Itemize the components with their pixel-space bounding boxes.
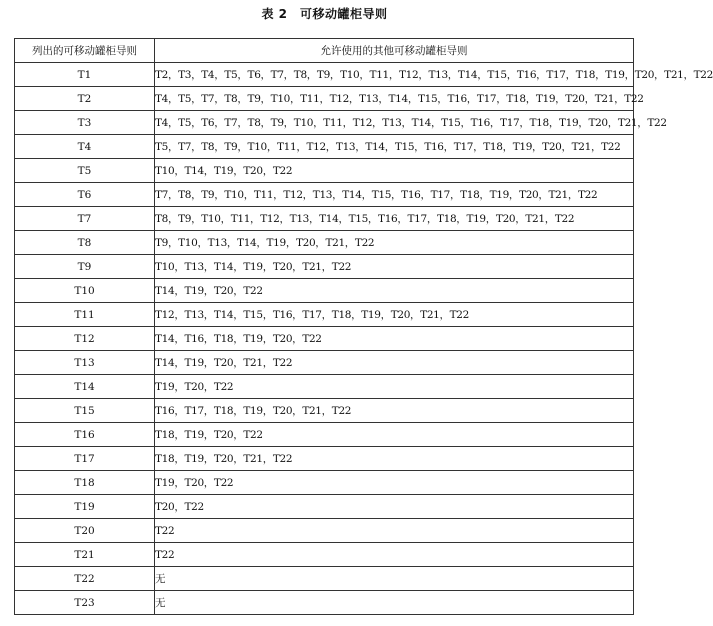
table-body <box>15 63 713 615</box>
table-row <box>15 423 634 447</box>
portable-tank-instructions-table <box>14 38 713 615</box>
table-row <box>15 399 634 423</box>
table-row <box>15 279 634 303</box>
allowed-instructions-cell: T14，T16，T18，T19，T20，T22 <box>155 327 634 351</box>
listed-instruction-cell: T12 <box>15 327 155 351</box>
listed-instruction-cell: T10 <box>15 279 155 303</box>
allowed-instructions-cell: T12，T13，T14，T15，T16，T17，T18，T19，T20，T21，T22 <box>155 303 634 327</box>
listed-instruction-cell: T14 <box>15 375 155 399</box>
listed-instruction-cell: T11 <box>15 303 155 327</box>
column-header-allowed: 允许使用的其他可移动罐柜导则 <box>155 39 634 63</box>
listed-instruction-cell: T21 <box>15 543 155 567</box>
listed-instruction-cell: T15 <box>15 399 155 423</box>
column-header-listed: 列出的可移动罐柜导则 <box>15 39 155 63</box>
listed-instruction-cell: T4 <box>15 135 155 159</box>
table-row <box>15 63 634 87</box>
listed-instruction-cell: T2 <box>15 87 155 111</box>
allowed-instructions-cell: 无 <box>155 567 634 591</box>
table-row <box>15 519 634 543</box>
table-row <box>15 375 634 399</box>
listed-instruction-cell: T17 <box>15 447 155 471</box>
table-row <box>15 231 634 255</box>
allowed-instructions-cell: T18，T19，T20，T21，T22 <box>155 447 634 471</box>
allowed-instructions-cell: 无 <box>155 591 634 615</box>
table-row <box>15 327 634 351</box>
table-row <box>15 591 634 615</box>
listed-instruction-cell: T23 <box>15 591 155 615</box>
table-row <box>15 471 634 495</box>
allowed-instructions-cell: T10，T13，T14，T19，T20，T21，T22 <box>155 255 634 279</box>
allowed-instructions-cell: T20，T22 <box>155 495 634 519</box>
listed-instruction-cell: T20 <box>15 519 155 543</box>
listed-instruction-cell: T3 <box>15 111 155 135</box>
allowed-instructions-cell: T14，T19，T20，T22 <box>155 279 634 303</box>
allowed-instructions-cell: T5，T7，T8，T9，T10，T11，T12，T13，T14，T15，T16，T17，T18，T19，T20，T21，T22 <box>155 135 634 159</box>
table-row <box>15 183 634 207</box>
allowed-instructions-cell: T18，T19，T20，T22 <box>155 423 634 447</box>
listed-instruction-cell: T1 <box>15 63 155 87</box>
allowed-instructions-cell: T4，T5，T6，T7，T8，T9，T10，T11，T12，T13，T14，T15，T16，T17，T18，T19，T20，T21，T22 <box>155 111 634 135</box>
listed-instruction-cell: T18 <box>15 471 155 495</box>
table-row <box>15 543 634 567</box>
listed-instruction-cell: T16 <box>15 423 155 447</box>
allowed-instructions-cell: T16，T17，T18，T19，T20，T21，T22 <box>155 399 634 423</box>
allowed-instructions-cell: T9，T10，T13，T14，T19，T20，T21，T22 <box>155 231 634 255</box>
allowed-instructions-cell: T10，T14，T19，T20，T22 <box>155 159 634 183</box>
listed-instruction-cell: T6 <box>15 183 155 207</box>
table-row <box>15 135 634 159</box>
table-row <box>15 303 634 327</box>
table-header-row <box>15 39 634 63</box>
listed-instruction-cell: T13 <box>15 351 155 375</box>
allowed-instructions-cell: T8，T9，T10，T11，T12，T13，T14，T15，T16，T17，T18，T19，T20，T21，T22 <box>155 207 634 231</box>
table-row <box>15 351 634 375</box>
table-row <box>15 207 634 231</box>
allowed-instructions-cell: T19，T20，T22 <box>155 375 634 399</box>
table-row <box>15 495 634 519</box>
allowed-instructions-cell: T22 <box>155 543 634 567</box>
table-row <box>15 567 634 591</box>
listed-instruction-cell: T7 <box>15 207 155 231</box>
table-row <box>15 447 634 471</box>
allowed-instructions-cell: T14，T19，T20，T21，T22 <box>155 351 634 375</box>
listed-instruction-cell: T9 <box>15 255 155 279</box>
table-row <box>15 255 634 279</box>
listed-instruction-cell: T22 <box>15 567 155 591</box>
allowed-instructions-cell: T19，T20，T22 <box>155 471 634 495</box>
table-row <box>15 87 634 111</box>
listed-instruction-cell: T19 <box>15 495 155 519</box>
listed-instruction-cell: T5 <box>15 159 155 183</box>
table-row <box>15 159 634 183</box>
table-row <box>15 111 634 135</box>
table-caption: 表 2 可移动罐柜导则 <box>261 7 388 21</box>
allowed-instructions-cell: T2，T3，T4，T5，T6，T7，T8，T9，T10，T11，T12，T13，T14，T15，T16，T17，T18，T19，T20，T21，T22 <box>155 63 634 87</box>
allowed-instructions-cell: T7，T8，T9，T10，T11，T12，T13，T14，T15，T16，T17，T18，T19，T20，T21，T22 <box>155 183 634 207</box>
allowed-instructions-cell: T4，T5，T7，T8，T9，T10，T11，T12，T13，T14，T15，T16，T17，T18，T19，T20，T21，T22 <box>155 87 634 111</box>
listed-instruction-cell: T8 <box>15 231 155 255</box>
allowed-instructions-cell: T22 <box>155 519 634 543</box>
